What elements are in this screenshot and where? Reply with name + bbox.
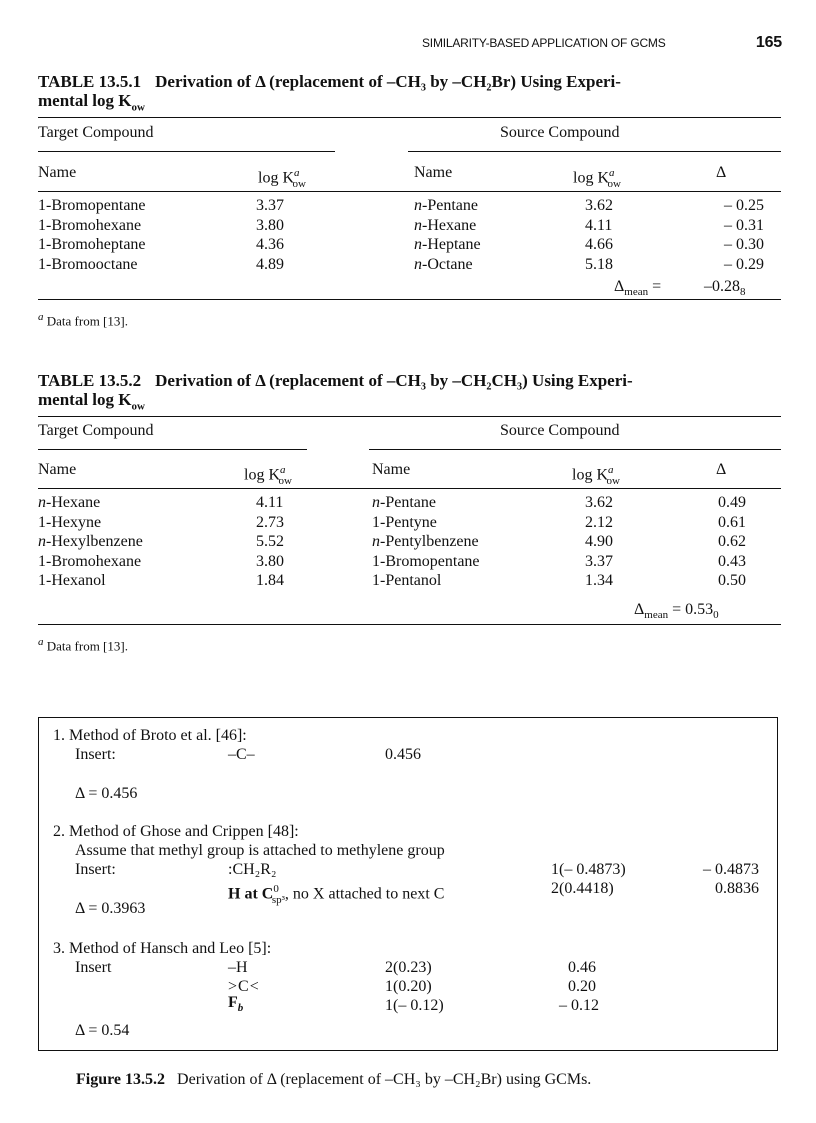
table2-header-rule — [38, 488, 781, 489]
table1-label: TABLE 13.5.1 — [38, 72, 142, 91]
table2-group-source: Source Compound — [500, 422, 620, 439]
source-logk-cell: 3.37 — [585, 552, 613, 570]
delta-cell: – 0.30 — [724, 236, 764, 253]
source-name-cell: 1-Bromopentane — [372, 552, 480, 570]
table2-label: TABLE 13.5.2 — [38, 371, 142, 390]
table1-col-logk-target: $\log K^a_{ow}$ — [258, 167, 306, 190]
table1-group-source: Source Compound — [500, 124, 620, 141]
method3-fragment1: –H — [228, 959, 248, 976]
table1-mean: $\Delta_{mean}$ = — [614, 278, 662, 299]
delta-cell: 0.49 — [718, 494, 746, 511]
table2-col-name-source: Name — [372, 461, 411, 478]
running-title: SIMILARITY-BASED APPLICATION OF GCMS — [422, 36, 666, 50]
target-name-cell: 1-Bromohexane — [38, 552, 142, 570]
table2-caption — [38, 371, 783, 416]
figure-caption — [76, 1071, 591, 1089]
method3-calc1: 2(0.23) — [385, 959, 432, 976]
target-logk-cell: 5.52 — [256, 533, 284, 550]
table1-col-name-source: Name — [414, 164, 453, 181]
source-name-cell: n-Pentylbenzene — [372, 533, 479, 550]
target-name-cell: 1-Hexanol — [38, 572, 106, 589]
source-logk-cell: 3.62 — [585, 197, 613, 214]
target-logk-cell: 3.80 — [256, 552, 284, 570]
source-logk-cell: 4.66 — [585, 236, 613, 253]
table1-top-rule — [38, 117, 781, 118]
page-number: 165 — [755, 34, 782, 51]
table2-top-rule — [38, 416, 781, 417]
source-logk-cell: 5.18 — [585, 255, 613, 273]
method3-fragment2: >C< — [228, 978, 260, 995]
method3-title: 3. Method of Hansch and Leo [5]: — [53, 940, 272, 957]
delta-cell: – 0.25 — [724, 197, 764, 214]
method3-delta: Δ = 0.54 — [75, 1022, 130, 1039]
method3-insert: Insert — [75, 959, 112, 976]
figure-caption-text: Derivation of Δ (replacement of –CH₃ by –CH₂Br) using GCMs. — [177, 1071, 592, 1088]
delta-cell: – 0.29 — [724, 255, 764, 273]
source-logk-cell: 4.90 — [585, 533, 613, 550]
target-logk-cell: 1.84 — [256, 572, 284, 589]
table2-target-rule — [38, 449, 307, 450]
table2-col-name-target: Name — [38, 461, 77, 478]
target-name-cell: 1-Bromoheptane — [38, 236, 146, 253]
target-name-cell: 1-Bromopentane — [38, 197, 146, 214]
source-logk-cell: 1.34 — [585, 572, 613, 589]
table1-col-delta: Δ — [716, 164, 727, 181]
target-logk-cell: 2.73 — [256, 513, 284, 531]
table1-title-line2: mental log K — [38, 91, 132, 110]
target-logk-cell: 4.11 — [256, 494, 284, 511]
target-name-cell: n-Hexylbenzene — [38, 533, 143, 550]
figure-label: Figure 13.5.2 — [76, 1071, 166, 1088]
table2-footnote: $^a$ Data from [13]. — [38, 636, 128, 654]
table1-header-rule — [38, 191, 781, 192]
table1-bottom-rule — [38, 299, 781, 300]
table2-title-line1: Derivation of Δ (replacement of –CH₃ by –CH₂CH₃) Using Experi- — [155, 371, 633, 390]
table2-bottom-rule — [38, 624, 781, 625]
method3-calc3: 1(– 0.12) — [385, 997, 444, 1014]
method2-value1: – 0.4873 — [703, 861, 759, 878]
method2-assumption: Assume that methyl group is attached to methylene group — [75, 842, 445, 859]
method1-delta: Δ = 0.456 — [75, 785, 138, 802]
figure-box — [38, 717, 778, 1051]
source-name-cell: n-Pentane — [372, 494, 436, 511]
source-name-cell: n-Octane — [414, 255, 473, 273]
delta-cell: 0.62 — [718, 533, 746, 550]
source-name-cell: n-Pentane — [414, 197, 478, 214]
method2-fragment1: :CH₂R₂ — [228, 861, 277, 878]
method1-insert: Insert: — [75, 746, 116, 763]
target-logk-cell: 4.36 — [256, 236, 284, 253]
table1-footnote: $^a$ Data from [13]. — [38, 311, 128, 329]
table2-title-sub: ow — [131, 400, 145, 413]
running-header — [422, 36, 782, 50]
source-name-cell: 1-Pentyne — [372, 513, 437, 531]
method2-fragment2: H at $C^0_{sp^3}$, no X attached to next C — [228, 883, 445, 906]
source-name-cell: n-Heptane — [414, 236, 481, 253]
source-logk-cell: 2.12 — [585, 513, 613, 531]
source-name-cell: n-Hexane — [414, 216, 477, 234]
method1-fragment: –C– — [228, 746, 255, 763]
delta-cell: – 0.31 — [724, 216, 764, 234]
method2-value2: 0.8836 — [715, 880, 759, 897]
delta-cell: 0.43 — [718, 552, 746, 570]
table1-title-line1: Derivation of Δ (replacement of –CH₃ by –CH₂Br) Using Experi- — [155, 72, 621, 91]
table1-col-name-target: Name — [38, 164, 77, 181]
table2-mean: $\Delta_{mean} = 0.53_0$ — [634, 601, 719, 622]
target-name-cell: 1-Hexyne — [38, 513, 102, 531]
target-logk-cell: 3.37 — [256, 197, 284, 214]
method3-value1: 0.46 — [568, 959, 596, 976]
target-name-cell: n-Hexane — [38, 494, 101, 511]
method2-insert: Insert: — [75, 861, 116, 878]
method3-calc2: 1(0.20) — [385, 978, 432, 995]
method1-value: 0.456 — [385, 746, 421, 763]
table2-title-line2: mental log K — [38, 390, 132, 409]
table2-source-rule — [369, 449, 781, 450]
target-logk-cell: 4.89 — [256, 255, 284, 273]
delta-cell: 0.61 — [718, 513, 746, 531]
table1-group-target: Target Compound — [38, 124, 154, 141]
method2-delta: Δ = 0.3963 — [75, 900, 146, 917]
table2-col-logk-target: $\log K^a_{ow}$ — [244, 464, 292, 487]
method3-fragment3: $F_b$ — [228, 994, 244, 1015]
table1-source-rule — [408, 151, 781, 152]
method3-value3: – 0.12 — [559, 997, 599, 1014]
method2-calc2: 2(0.4418) — [551, 880, 614, 897]
table1-target-rule — [38, 151, 335, 152]
table1-caption — [38, 72, 783, 117]
table1-mean-value: $-0.28_8$ — [704, 278, 746, 299]
table2-col-logk-source: $\log K^a_{ow}$ — [572, 464, 620, 487]
target-name-cell: 1-Bromohexane — [38, 216, 142, 234]
source-logk-cell: 4.11 — [585, 216, 613, 234]
target-logk-cell: 3.80 — [256, 216, 284, 234]
method2-calc1: 1(– 0.4873) — [551, 861, 626, 878]
table2-col-delta: Δ — [716, 461, 727, 478]
method3-value2: 0.20 — [568, 978, 596, 995]
target-name-cell: 1-Bromooctane — [38, 255, 138, 273]
method2-title: 2. Method of Ghose and Crippen [48]: — [53, 823, 299, 840]
table1-title-sub: ow — [131, 101, 145, 114]
source-logk-cell: 3.62 — [585, 494, 613, 511]
table1-col-logk-source: $\log K^a_{ow}$ — [573, 167, 621, 190]
source-name-cell: 1-Pentanol — [372, 572, 442, 589]
table2-group-target: Target Compound — [38, 422, 154, 439]
delta-cell: 0.50 — [718, 572, 746, 589]
method1-title: 1. Method of Broto et al. [46]: — [53, 727, 247, 744]
